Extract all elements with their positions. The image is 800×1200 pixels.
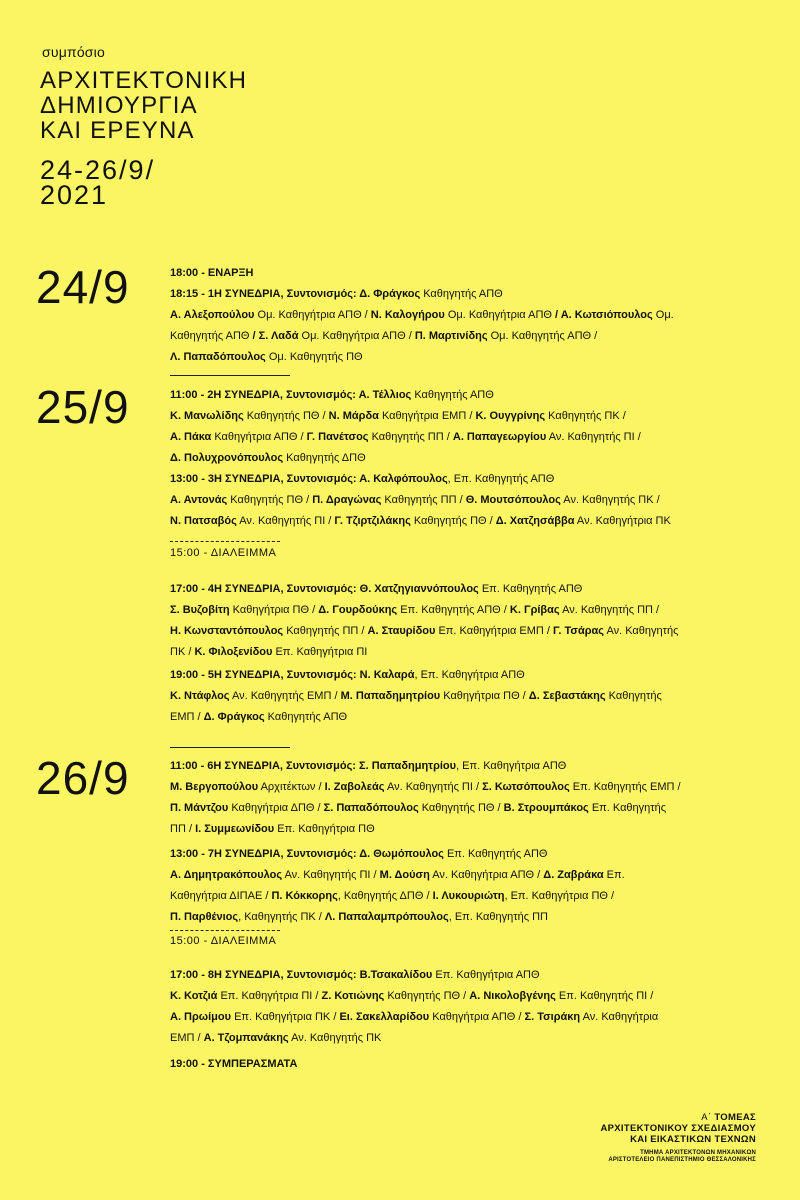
bold-text: 17:00 - 4Η ΣΥΝΕΔΡΙΑ, Συντονισμός: Θ. Χατζηγιαννόπουλος xyxy=(170,583,479,595)
bold-text: Π. Μαρτινίδης xyxy=(414,330,488,342)
dates-line: 2021 xyxy=(40,180,109,210)
session-line xyxy=(170,865,755,886)
department-name: ΚΑΙ ΕΙΚΑΣΤΙΚΩΝ ΤΕΧΝΩΝ xyxy=(630,1134,756,1145)
department-name: ΑΡΧΙΤΕΚΤΟΝΙΚΟΥ ΣΧΕΔΙΑΣΜΟΥ xyxy=(600,1123,756,1134)
session-line xyxy=(170,406,755,427)
regular-text: Αν. Καθηγητής ΠΙ / xyxy=(282,869,380,881)
day-heading: 26/9 xyxy=(36,752,130,804)
regular-text: ΕΜΠ / xyxy=(170,1032,204,1044)
bold-text: Ι. Ζαβολεάς xyxy=(324,781,385,793)
regular-text: Καθηγήτρια ΠΘ / xyxy=(440,690,529,702)
session-line xyxy=(170,819,755,840)
bold-text: Π. Δραγώνας xyxy=(312,494,382,506)
bold-text: Ζ. Κοτιώνης xyxy=(321,990,385,1002)
regular-text: Καθηγήτρια ΕΜΠ / xyxy=(378,410,476,422)
session-line xyxy=(170,686,755,707)
bold-text: Π. Κόκκορης xyxy=(271,890,338,902)
regular-text: , Επ. Καθηγήτρια ΠΘ / xyxy=(504,890,615,902)
regular-text: Καθηγήτρια ΔΠΘ / xyxy=(228,802,324,814)
title-line: ΚΑΙ ΕΡΕΥΝΑ xyxy=(40,117,195,144)
bold-text: Δ. Χατζησάββα xyxy=(495,515,575,527)
session-block xyxy=(170,263,755,368)
section-divider xyxy=(170,375,290,376)
regular-text: Καθηγητής ΠΚ / xyxy=(545,410,626,422)
bold-text: Π. Μάντζου xyxy=(170,802,229,814)
section-divider xyxy=(170,747,290,748)
regular-text: Αν. Καθηγητής ΠΙ / xyxy=(236,515,335,527)
regular-text: Ομ. xyxy=(652,309,674,321)
regular-text: Αν. Καθηγήτρια ΠΚ xyxy=(574,515,671,527)
session-line xyxy=(170,284,755,305)
regular-text: Επ. Καθηγήτρια ΑΠΘ xyxy=(432,969,540,981)
session-block xyxy=(170,385,755,469)
session-line xyxy=(170,1054,755,1075)
day-heading: 25/9 xyxy=(36,381,130,433)
session-line xyxy=(170,385,755,406)
poster-title xyxy=(40,68,247,143)
regular-text: Επ. Καθηγητής ΕΜΠ / xyxy=(569,781,681,793)
bold-text: Β. Στρουμπάκος xyxy=(503,802,589,814)
regular-text: Επ. Καθηγήτρια ΠΚ / xyxy=(231,1011,340,1023)
session-block xyxy=(170,844,755,928)
session-line xyxy=(170,907,755,928)
bold-text: Ν. Καλογήρου xyxy=(370,309,445,321)
bold-text: Γ. Τσάρας xyxy=(553,625,604,637)
session-block xyxy=(170,1054,755,1075)
session-line xyxy=(170,1028,755,1049)
session-line xyxy=(170,886,755,907)
regular-text: Επ. Καθηγήτρια ΠΙ xyxy=(272,646,368,658)
session-line xyxy=(170,844,755,865)
bold-text: Δ. Φράγκος xyxy=(203,711,265,723)
session-line xyxy=(170,600,755,621)
bold-text: 13:00 - 3Η ΣΥΝΕΔΡΙΑ, Συντονισμός: Α. Καλφόπουλος xyxy=(170,473,448,485)
bold-text: Σ. Τσιράκη xyxy=(524,1011,581,1023)
bold-text: Δ. Γουρδούκης xyxy=(318,604,398,616)
bold-text: Γ. Πανέτσος xyxy=(306,431,369,443)
title-line: ΔΗΜΙΟΥΡΓΙΑ xyxy=(40,92,198,119)
regular-text: Αν. Καθηγητής ΠΠ / xyxy=(559,604,660,616)
regular-text: Καθηγήτρια ΑΠΘ / xyxy=(429,1011,525,1023)
regular-text: Επ. xyxy=(603,869,625,881)
bold-text: Α. Αλεξοπούλου xyxy=(170,309,255,321)
bold-text: Σ. Βυζοβίτη xyxy=(170,604,230,616)
bold-text: Α. Πρωίμου xyxy=(170,1011,232,1023)
regular-text: , Επ. Καθηγήτρια ΑΠΘ xyxy=(414,669,525,681)
session-line xyxy=(170,965,755,986)
regular-text: , Καθηγητής ΔΠΘ / xyxy=(337,890,433,902)
session-line xyxy=(170,263,755,284)
regular-text: Επ. Καθηγητής ΑΠΘ xyxy=(478,583,583,595)
bold-text: Δ. Πολυχρονόπουλος xyxy=(170,452,284,464)
session-line xyxy=(170,756,755,777)
bold-text: Α. Αντονάς xyxy=(170,494,228,506)
regular-text: Αν. Καθηγήτρια xyxy=(580,1011,659,1023)
bold-text: Κ. Κοτζιά xyxy=(170,990,218,1002)
regular-text: Αν. Καθηγητής ΠΚ xyxy=(288,1032,382,1044)
regular-text: Καθηγητής ΑΠΘ xyxy=(420,288,503,300)
session-line xyxy=(170,347,755,368)
bold-text: 19:00 - ΣΥΜΠΕΡΑΣΜΑΤΑ xyxy=(170,1058,298,1070)
session-line xyxy=(170,579,755,600)
regular-text: , Επ. Καθηγητής ΠΠ xyxy=(448,911,548,923)
session-line xyxy=(170,777,755,798)
regular-text: Επ. Καθηγήτρια ΠΙ / xyxy=(217,990,322,1002)
regular-text: Αρχιτέκτων / xyxy=(258,781,325,793)
bold-text: Λ. Παπαδόπουλος xyxy=(170,351,266,363)
bold-text: 11:00 - 6Η ΣΥΝΕΔΡΙΑ, Συντονισμός: Σ. Παπαδημητρίου xyxy=(170,760,457,772)
session-line xyxy=(170,469,755,490)
regular-text: Ομ. Καθηγητής ΠΘ xyxy=(265,351,363,363)
regular-text: Επ. Καθηγητής ΑΠΘ xyxy=(443,848,548,860)
bold-text: 17:00 - 8Η ΣΥΝΕΔΡΙΑ, Συντονισμός: Β.Τσακαλίδου xyxy=(170,969,433,981)
organizer-credit xyxy=(496,1112,756,1164)
session-line xyxy=(170,427,755,448)
regular-text: Αν. Καθηγητής ΠΚ / xyxy=(560,494,660,506)
regular-text: Καθηγήτρια ΔΙΠΑΕ / xyxy=(170,890,272,902)
regular-text: Καθηγητής ΠΠ / xyxy=(381,494,466,506)
bold-text: Ν. Πατσαβός xyxy=(170,515,237,527)
session-line xyxy=(170,490,755,511)
session-line xyxy=(170,511,755,532)
break-divider xyxy=(170,541,280,542)
day-heading: 24/9 xyxy=(36,261,130,313)
regular-text: Καθηγητής ΠΘ / xyxy=(243,410,329,422)
regular-text: Επ. Καθηγητής ΠΙ / xyxy=(555,990,654,1002)
bold-text: Κ. Μανωλίδης xyxy=(170,410,244,422)
regular-text: ΠΚ / xyxy=(170,646,195,658)
bold-text: Ι. Συμμεωνίδου xyxy=(195,823,275,835)
session-line xyxy=(170,798,755,819)
bold-text: Μ. Βεργοπούλου xyxy=(170,781,259,793)
bold-text: Ει. Σακελλαρίδου xyxy=(339,1011,430,1023)
regular-text: Καθηγητής ΑΠΘ xyxy=(411,389,494,401)
regular-text: Καθηγήτρια ΑΠΘ / xyxy=(211,431,307,443)
bold-text: Α. Δημητρακόπουλος xyxy=(170,869,283,881)
regular-text: Αν. Καθηγήτρια ΑΠΘ / xyxy=(429,869,544,881)
bold-text: / Α. Κωτσιόπουλος xyxy=(555,309,653,321)
regular-text: Ομ. Καθηγητής ΑΠΘ / xyxy=(487,330,598,342)
regular-text: Καθηγητής ΔΠΘ xyxy=(283,452,366,464)
bold-text: 18:00 - ΕΝΑΡΞΗ xyxy=(170,267,254,279)
bold-text: Η. Κωνσταντόπουλος xyxy=(170,625,284,637)
regular-text: Αν. Καθηγητής ΠΙ / xyxy=(546,431,641,443)
break-divider xyxy=(170,930,280,931)
department-numeral: Α΄ xyxy=(701,1112,712,1123)
regular-text: Καθηγήτρια ΠΘ / xyxy=(229,604,319,616)
bold-text: / Σ. Λαδά xyxy=(252,330,299,342)
bold-text: Μ. Δούση xyxy=(379,869,430,881)
bold-text: 18:15 - 1Η ΣΥΝΕΔΡΙΑ, Συντονισμός: Δ. Φράγκος xyxy=(170,288,421,300)
break-label: 15:00 - ΔΙΑΛΕΙΜΜΑ xyxy=(170,547,277,559)
session-line xyxy=(170,642,755,663)
school-name: ΤΜΗΜΑ ΑΡΧΙΤΕΚΤΟΝΩΝ ΜΗΧΑΝΙΚΩΝ xyxy=(640,1150,756,1156)
regular-text: Αν. Καθηγητής ΠΙ / xyxy=(384,781,483,793)
bold-text: Α. Νικολοβγένης xyxy=(469,990,556,1002)
bold-text: Δ. Ζαβράκα xyxy=(543,869,604,881)
bold-text: Α. Παπαγεωργίου xyxy=(452,431,547,443)
bold-text: Κ. Ουγγρίνης xyxy=(475,410,546,422)
bold-text: Κ. Γρίβας xyxy=(509,604,560,616)
regular-text: Καθηγητής ΠΘ / xyxy=(384,990,470,1002)
session-block xyxy=(170,965,755,1049)
bold-text: 13:00 - 7Η ΣΥΝΕΔΡΙΑ, Συντονισμός: Δ. Θωμόπουλος xyxy=(170,848,444,860)
bold-text: Λ. Παπαλαμπρόπουλος xyxy=(324,911,449,923)
session-block xyxy=(170,579,755,663)
session-block xyxy=(170,469,755,532)
title-line: ΑΡΧΙΤΕΚΤΟΝΙΚΗ xyxy=(40,67,248,94)
bold-text: 19:00 - 5Η ΣΥΝΕΔΡΙΑ, Συντονισμός: Ν. Καλαρά xyxy=(170,669,415,681)
bold-text: Α. Πάκα xyxy=(170,431,212,443)
bold-text: Α. Σταυρίδου xyxy=(367,625,436,637)
regular-text: Καθηγητής ΠΠ / xyxy=(283,625,368,637)
regular-text: , Επ. Καθηγητής ΑΠΘ xyxy=(447,473,555,485)
regular-text: Καθηγητής xyxy=(605,690,662,702)
bold-text: Α. Τζομπανάκης xyxy=(203,1032,289,1044)
bold-text: Ν. Μάρδα xyxy=(328,410,379,422)
session-line xyxy=(170,305,755,326)
regular-text: ΕΜΠ / xyxy=(170,711,204,723)
session-line xyxy=(170,665,755,686)
bold-text: Δ. Σεβαστάκης xyxy=(528,690,606,702)
university-name: ΑΡΙΣΤΟΤΕΛΕΙΟ ΠΑΝΕΠΙΣΤΗΜΙΟ ΘΕΣΣΑΛΟΝΙΚΗΣ xyxy=(608,1157,756,1163)
regular-text: Επ. Καθηγήτρια ΠΘ xyxy=(274,823,375,835)
department-label: ΤΟΜΕΑΣ xyxy=(714,1112,756,1123)
regular-text: Καθηγητής ΑΠΘ xyxy=(264,711,348,723)
regular-text: Καθηγητής ΠΠ / xyxy=(368,431,453,443)
bold-text: Σ. Κωτσόπουλος xyxy=(482,781,570,793)
regular-text: Καθηγητής ΑΠΘ xyxy=(170,330,253,342)
dates-line: 24-26/9/ xyxy=(40,155,156,185)
bold-text: Θ. Μουτσόπουλος xyxy=(465,494,561,506)
regular-text: Ομ. Καθηγήτρια ΑΠΘ xyxy=(444,309,556,321)
session-line xyxy=(170,621,755,642)
regular-text: Αν. Καθηγητής xyxy=(604,625,679,637)
bold-text: 11:00 - 2Η ΣΥΝΕΔΡΙΑ, Συντονισμός: Α. Τέλλιος xyxy=(170,389,412,401)
bold-text: Κ. Ντάφλος xyxy=(170,690,230,702)
bold-text: Μ. Παπαδημητρίου xyxy=(340,690,441,702)
bold-text: Σ. Παπαδόπουλος xyxy=(323,802,419,814)
bold-text: Ι. Λυκουριώτη xyxy=(432,890,505,902)
regular-text: Επ. Καθηγήτρια ΕΜΠ / xyxy=(435,625,553,637)
regular-text: Αν. Καθηγητής ΕΜΠ / xyxy=(229,690,341,702)
bold-text: Γ. Τζιρτζιλάκης xyxy=(334,515,411,527)
session-line xyxy=(170,448,755,469)
session-line xyxy=(170,986,755,1007)
regular-text: , Επ. Καθηγήτρια ΑΠΘ xyxy=(456,760,567,772)
session-line xyxy=(170,326,755,347)
session-block xyxy=(170,756,755,840)
regular-text: Ομ. Καθηγήτρια ΑΠΘ / xyxy=(298,330,415,342)
kicker: συμπόσιο xyxy=(42,44,105,60)
regular-text: Καθηγητής ΠΘ / xyxy=(227,494,313,506)
regular-text: Καθηγητής ΠΘ / xyxy=(418,802,504,814)
bold-text: Π. Παρθένιος xyxy=(170,911,239,923)
regular-text: Ομ. Καθηγήτρια ΑΠΘ / xyxy=(254,309,371,321)
regular-text: Καθηγητής ΠΘ / xyxy=(410,515,496,527)
regular-text: Επ. Καθηγητής xyxy=(588,802,667,814)
regular-text: , Καθηγητής ΠΚ / xyxy=(238,911,325,923)
break-label: 15:00 - ΔΙΑΛΕΙΜΜΑ xyxy=(170,935,277,947)
regular-text: ΠΠ / xyxy=(170,823,196,835)
regular-text: Επ. Καθηγητής ΑΠΘ / xyxy=(397,604,510,616)
session-block xyxy=(170,665,755,728)
event-dates xyxy=(40,155,156,210)
session-line xyxy=(170,1007,755,1028)
session-line xyxy=(170,707,755,728)
bold-text: Κ. Φιλοξενίδου xyxy=(194,646,273,658)
